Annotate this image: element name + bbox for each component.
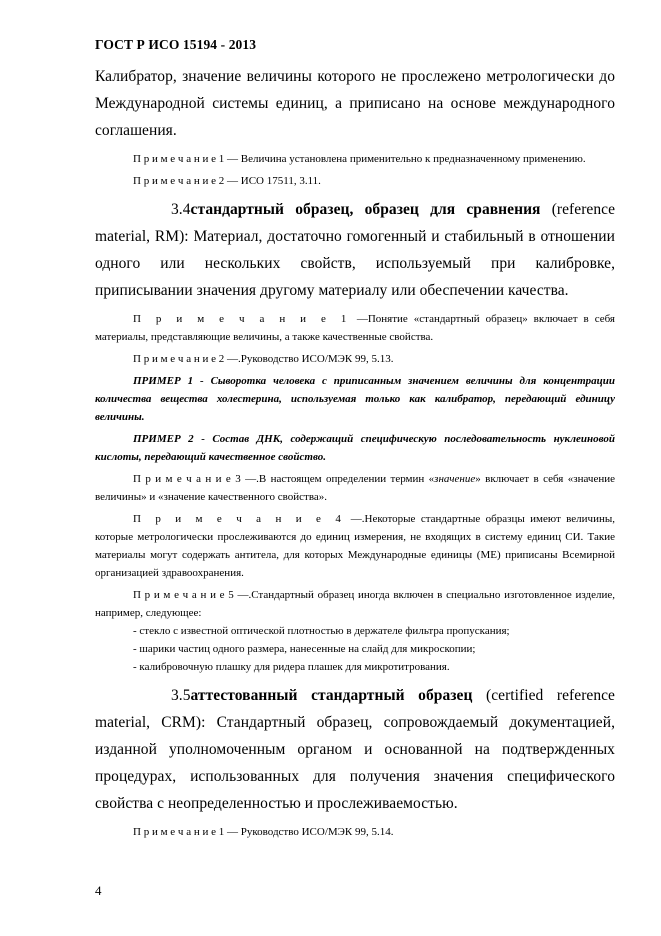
term-3-4: [95, 196, 615, 304]
note-text: — Руководство ИСО/МЭК 99, 5.14.: [224, 826, 394, 838]
note-label: П р и м е ч а н и е 4: [133, 513, 346, 525]
note-text: —Понятие «стандартный образец» включает в себя материалы, представляющие величины, а также качественные свойства.: [95, 313, 615, 343]
example-2: ПРИМЕР 2 - Состав ДНК, содержащий специфическую последовательность нуклеиновой кислоты, передающий качественное свойство.: [95, 433, 615, 463]
note-3-4-1: [95, 310, 615, 346]
note-text: —.В настоящем определении термин «: [240, 473, 435, 485]
note-label: П р и м е ч а н и е 2: [133, 353, 225, 365]
term-definition: (certified reference material, CRM): Стандартный образец, сопровождаемый документацией, изданной уполномоченным органом и основанной на подтвержденных процедурах, использованных для получения значения специфического свойства с неопределенностью и прослеживаемостью.: [95, 687, 615, 812]
note-3-4-3: [95, 470, 615, 506]
term-name: аттестованный стандартный образец: [190, 687, 473, 704]
example-1: ПРИМЕР 1 - Сыворотка человека с приписанным значением величины для концентрации количества вещества холестерина, используемая только как калибратор, передающий единицу величины.: [95, 375, 615, 423]
note-label: П р и м е ч а н и е 3: [133, 473, 241, 485]
list-item: - стекло с известной оптической плотностью в держателе фильтра пропускания;: [133, 625, 510, 637]
note-3-4-4: [95, 510, 615, 582]
list-item: - шарики частиц одного размера, нанесенные на слайд для микроскопии;: [133, 643, 476, 655]
note-text: — Величина установлена применительно к предназначенному применению.: [224, 153, 586, 165]
note-text: —.Руководство ИСО/МЭК 99, 5.13.: [224, 353, 394, 365]
intro-paragraph: Калибратор, значение величины которого не прослежено метрологически до Международной системы единиц, а приписано на основе международного соглашения.: [95, 68, 615, 139]
note-3-5-1: [95, 823, 615, 841]
note-1: [95, 150, 615, 168]
note-label: П р и м е ч а н и е 2: [133, 175, 225, 187]
note-italic-term: значение: [434, 473, 476, 485]
note-label: П р и м е ч а н и е 1: [133, 153, 225, 165]
note-2: [95, 172, 615, 190]
note-text: —.Стандартный образец иногда включен в специально изготовленное изделие, например, следующее:: [95, 589, 616, 619]
note-text: — ИСО 17511, 3.11.: [224, 175, 321, 187]
term-definition: (reference material, RM): Материал, достаточно гомогенный и стабильный в отношении одного или нескольких свойств, используемый при калибровке, приписывании значения другому материалу или обеспечении качества.: [95, 201, 615, 299]
term-3-5: [95, 682, 615, 817]
note-text: —.Некоторые стандартные образцы имеют величины, которые метрологически прослеживаются до единиц измерения, не входящих в систему единиц СИ. Такие материалы могут содержать антитела, для которых Международные единицы (МЕ) приписаны Всемирной организацией здравоохранения.: [95, 513, 616, 579]
term-number: 3.5: [171, 687, 191, 704]
term-name: стандартный образец, образец для сравнения: [190, 201, 541, 218]
note-3-4-2: [95, 350, 615, 368]
note-label: П р и м е ч а н и е 1: [133, 826, 225, 838]
note-label: П р и м е ч а н и е 1: [133, 313, 351, 325]
list-item: - калибровочную плашку для ридера плашек для микротитрования.: [133, 661, 450, 673]
page-number: 4: [95, 883, 102, 898]
note-text-after: » включает в себя «значение величины» и «значение качественного свойства».: [95, 473, 615, 503]
note-label: П р и м е ч а н и е 5: [133, 589, 234, 601]
term-number: 3.4: [171, 201, 191, 218]
document-body: [95, 63, 615, 841]
note-3-4-5: [95, 586, 615, 622]
document-header: ГОСТ Р ИСО 15194 - 2013: [95, 37, 257, 52]
